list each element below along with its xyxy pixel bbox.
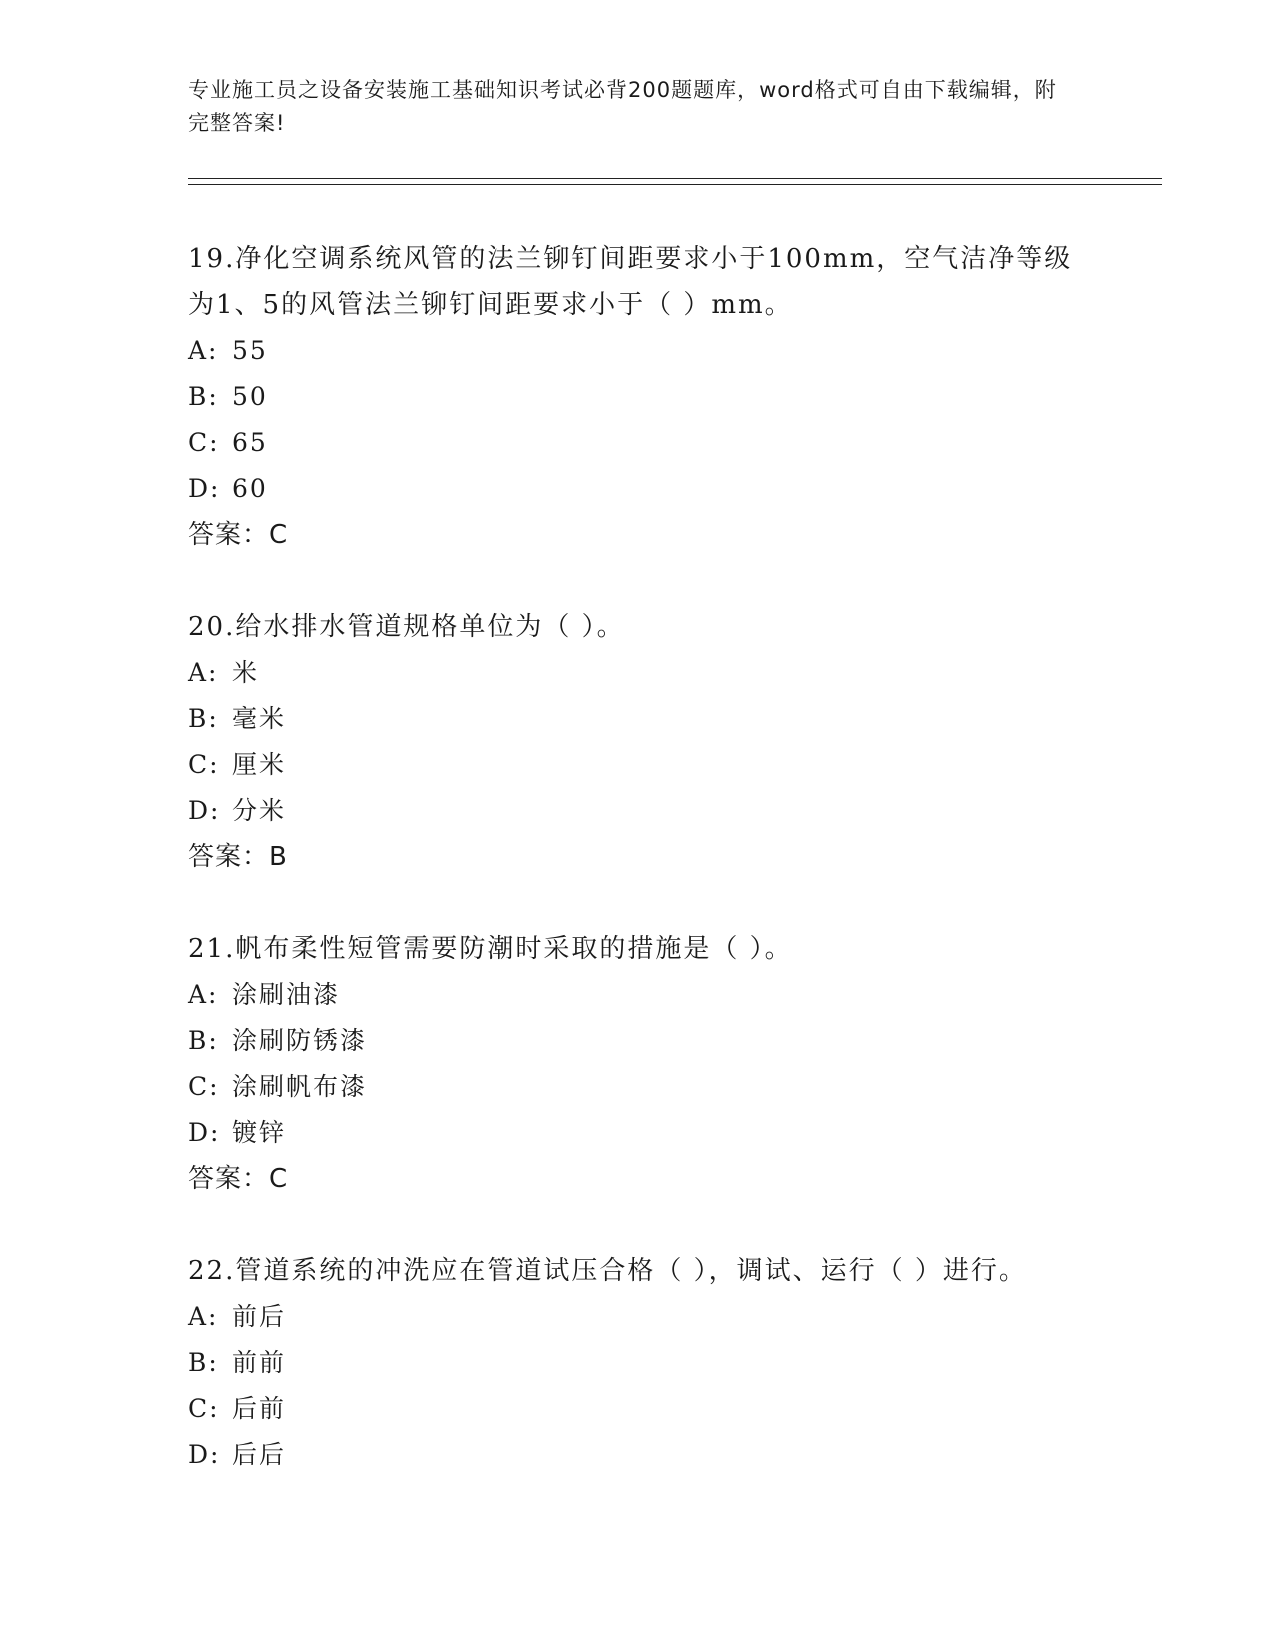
header-divider-top	[188, 178, 1162, 179]
question-21	[188, 926, 1088, 1202]
option-d	[188, 1110, 1088, 1156]
option-letter: D:	[188, 796, 221, 825]
option-text: 毫米	[232, 704, 287, 733]
option-letter: B:	[188, 1348, 219, 1377]
option-letter: D:	[188, 1440, 221, 1469]
option-letter: C:	[188, 428, 220, 457]
option-text: 50	[232, 382, 268, 411]
option-letter: A:	[188, 658, 219, 687]
option-text: 涂刷帆布漆	[232, 1072, 368, 1101]
option-d	[188, 1432, 1088, 1478]
option-text: 后前	[232, 1394, 287, 1423]
option-letter: A:	[188, 336, 219, 365]
option-letter: B:	[188, 382, 219, 411]
page-title: 专业施工员之设备安装施工基础知识考试必背200题题库，word格式可自由下载编辑，附完整答案!	[188, 78, 1057, 135]
option-letter: C:	[188, 1072, 220, 1101]
option-letter: A:	[188, 980, 219, 1009]
question-stem: 21.帆布柔性短管需要防潮时采取的措施是（ ）。	[188, 934, 793, 964]
option-text: 涂刷防锈漆	[232, 1026, 368, 1055]
option-letter: B:	[188, 704, 219, 733]
option-c	[188, 1064, 1088, 1110]
option-text: 前后	[232, 1302, 287, 1331]
option-letter: C:	[188, 750, 220, 779]
option-a	[188, 650, 1088, 696]
question-stem: 19.净化空调系统风管的法兰铆钉间距要求小于100mm，空气洁净等级为1、5的风管法兰铆钉间距要求小于（ ）mm。	[188, 244, 1073, 320]
option-text: 60	[232, 474, 268, 503]
question-20	[188, 604, 1088, 880]
answer: 答案：C	[188, 1164, 289, 1194]
question-19	[188, 236, 1088, 558]
option-text: 后后	[232, 1440, 287, 1469]
option-text: 65	[232, 428, 268, 457]
option-d	[188, 788, 1088, 834]
option-letter: B:	[188, 1026, 219, 1055]
option-b	[188, 1340, 1088, 1386]
option-text: 前前	[232, 1348, 287, 1377]
option-b	[188, 374, 1088, 420]
option-letter: D:	[188, 1118, 221, 1147]
option-text: 米	[232, 658, 260, 687]
option-c	[188, 420, 1088, 466]
question-22	[188, 1248, 1088, 1478]
option-text: 镀锌	[232, 1118, 287, 1147]
option-a	[188, 1294, 1088, 1340]
option-c	[188, 1386, 1088, 1432]
option-letter: A:	[188, 1302, 219, 1331]
header-divider-bottom	[188, 184, 1162, 185]
question-stem: 20.给水排水管道规格单位为（ ）。	[188, 612, 625, 642]
answer: 答案：B	[188, 842, 288, 872]
option-b	[188, 696, 1088, 742]
answer: 答案：C	[188, 520, 289, 550]
option-text: 55	[232, 336, 268, 365]
option-text: 分米	[232, 796, 287, 825]
option-c	[188, 742, 1088, 788]
option-letter: C:	[188, 1394, 220, 1423]
option-d	[188, 466, 1088, 512]
option-a	[188, 972, 1088, 1018]
option-text: 涂刷油漆	[232, 980, 341, 1009]
option-text: 厘米	[232, 750, 287, 779]
option-letter: D:	[188, 474, 221, 503]
question-stem: 22.管道系统的冲洗应在管道试压合格（ ），调试、运行（ ）进行。	[188, 1256, 1027, 1286]
option-a	[188, 328, 1088, 374]
option-b	[188, 1018, 1088, 1064]
